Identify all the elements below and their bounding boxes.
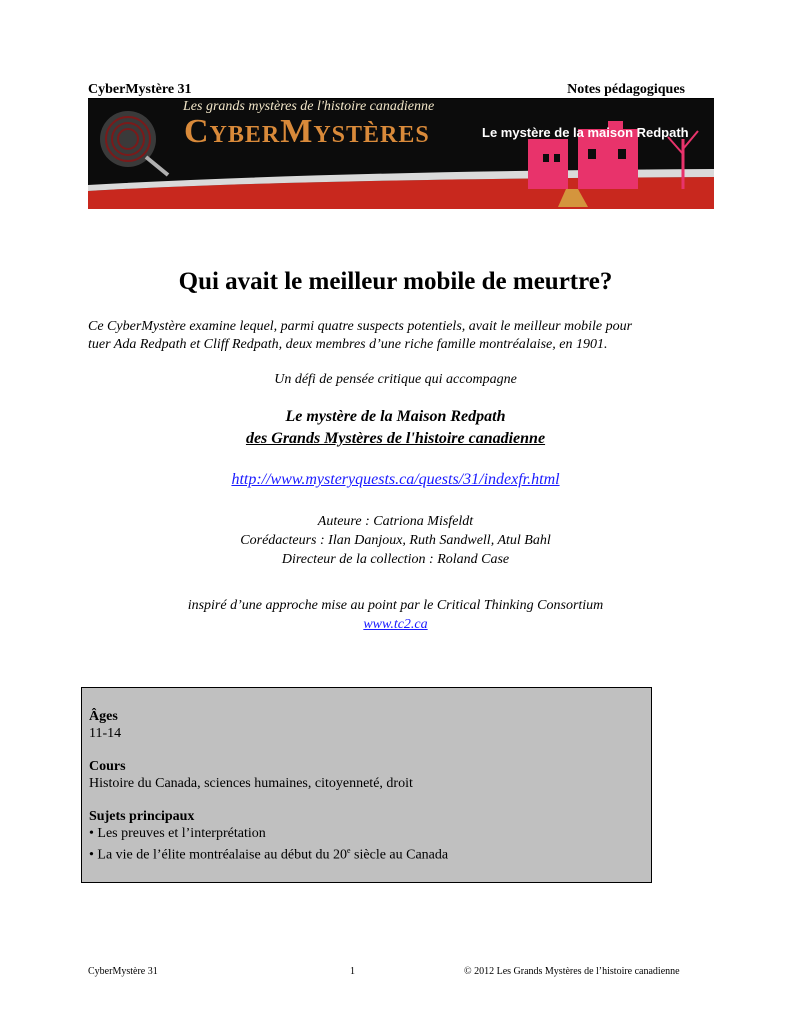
- topics-label: Sujets principaux: [89, 809, 195, 824]
- subtitle-line-1: Le mystère de la Maison Redpath: [285, 408, 506, 425]
- footer-copyright: © 2012 Les Grands Mystères de l’histoire canadienne: [464, 966, 680, 977]
- courses-value: Histoire du Canada, sciences humaines, citoyenneté, droit: [89, 776, 413, 791]
- banner-mystery-name: Le mystère de la maison Redpath: [482, 125, 689, 140]
- topic-item: • Les preuves et l’interprétation: [89, 826, 266, 841]
- banner-logo: CyberMystères: [184, 113, 430, 150]
- banner-tagline: Les grands mystères de l'histoire canadienne: [183, 99, 435, 114]
- intro-line-2: tuer Ada Redpath et Cliff Redpath, deux membres d’une riche famille montréalaise, en 1901.: [88, 337, 608, 352]
- ages-label: Âges: [89, 709, 118, 724]
- credit-coeditors: Corédacteurs : Ilan Danjoux, Ruth Sandwell, Atul Bahl: [240, 533, 551, 548]
- credit-director: Directeur de la collection : Roland Case: [281, 552, 510, 567]
- tc2-link[interactable]: www.tc2.ca: [363, 617, 428, 632]
- page-title: Qui avait le meilleur mobile de meurtre?: [178, 268, 613, 295]
- header-left: CyberMystère 31: [88, 82, 192, 97]
- intro-line-1: Ce CyberMystère examine lequel, parmi quatre suspects potentiels, avait le meilleur mobile pour: [88, 319, 633, 334]
- topic-item: • La vie de l’élite montréalaise au début du 20e siècle au Canada: [89, 846, 449, 863]
- ages-value: 11-14: [89, 726, 122, 741]
- footer-left: CyberMystère 31: [88, 966, 158, 977]
- quest-url-link[interactable]: http://www.mysteryquests.ca/quests/31/indexfr.html: [231, 471, 560, 488]
- challenge-line: Un défi de pensée critique qui accompagne: [274, 372, 517, 387]
- footer-page-number: 1: [350, 966, 355, 977]
- inspired-line: inspiré d’une approche mise au point par le Critical Thinking Consortium: [187, 598, 604, 613]
- credit-author: Auteure : Catriona Misfeldt: [317, 514, 474, 529]
- info-box: [81, 687, 652, 883]
- header-right: Notes pédagogiques: [567, 82, 685, 97]
- intro-paragraph: [88, 318, 708, 354]
- courses-label: Cours: [89, 759, 126, 774]
- credits: [0, 512, 791, 569]
- banner: [88, 99, 714, 209]
- subtitle-line-2: des Grands Mystères de l'histoire canadienne: [245, 430, 546, 447]
